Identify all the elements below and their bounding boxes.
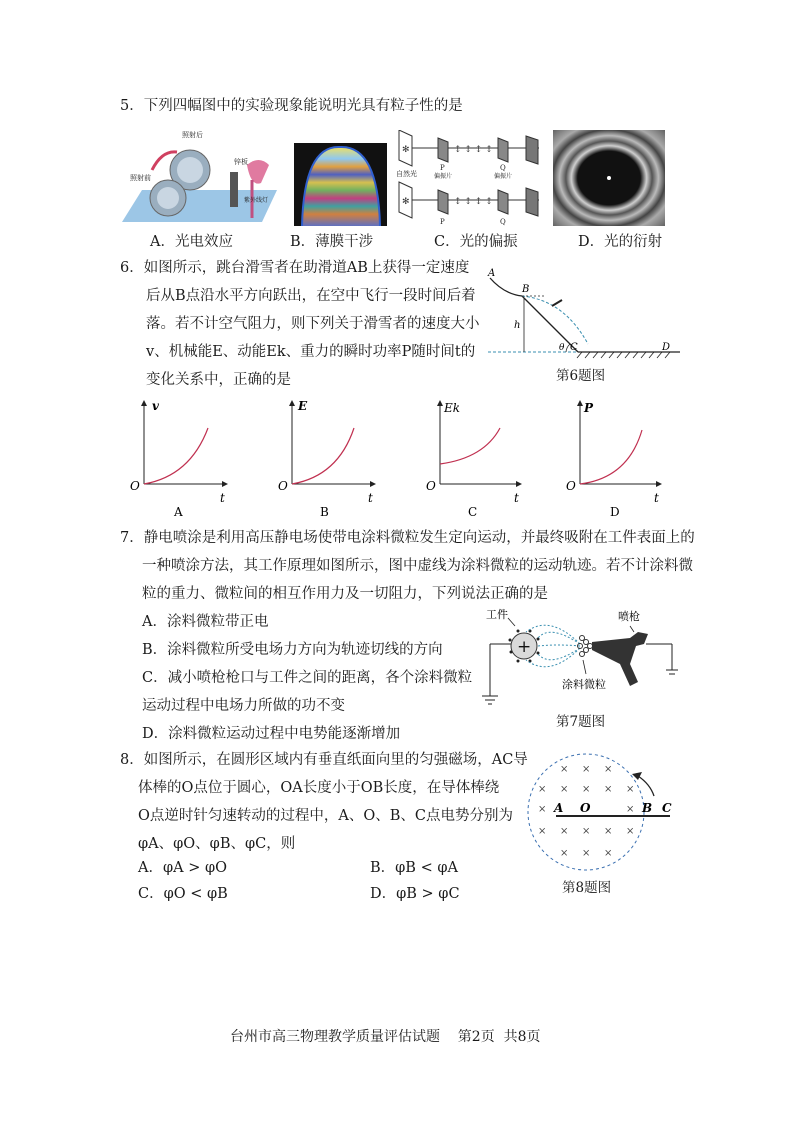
q7-option-c-cont: 运动过程中电场力所做的功不变: [142, 698, 345, 714]
graph-a-label: A: [174, 505, 183, 519]
graph-d-label: D: [610, 505, 620, 519]
q7-line-2: 一种喷涂方法，其工作原理如图所示，图中虚线为涂料微粒的运动轨迹。若不计涂料微: [142, 558, 693, 574]
q5-stem: 5．下列四幅图中的实验现象能说明光具有粒子性的是: [120, 98, 463, 114]
graph-b-origin: O: [278, 479, 288, 493]
graph-d-ylabel: P: [584, 401, 594, 415]
q7-option-a: A．涂料微粒带正电: [142, 614, 269, 630]
field-x: ×: [604, 848, 613, 859]
q6-line-1: 6．如图所示，跳台滑雪者在助滑道AB上获得一定速度: [120, 260, 470, 276]
label-gun: 喷枪: [618, 610, 640, 623]
svg-text:✻: ✻: [402, 197, 410, 207]
field-x: ×: [582, 784, 591, 795]
q6-line-5: 变化关系中，正确的是: [146, 372, 291, 388]
q8-line-2: 体棒的O点位于圆心，OA长度小于OB长度，在导体棒绕: [138, 780, 500, 796]
graph-c-label: C: [468, 505, 478, 519]
label-p: P: [440, 164, 445, 172]
label-zinc: 锌板: [234, 158, 248, 166]
graph-b: [278, 399, 376, 519]
q5-option-b: B．薄膜干涉: [290, 234, 374, 250]
graph-a-origin: O: [130, 479, 140, 493]
q6-graphs: [120, 398, 680, 523]
fig8-label-b: B: [642, 801, 653, 815]
field-x: ×: [538, 826, 547, 837]
label-uv: 紫外线灯: [244, 197, 269, 204]
field-x: ×: [538, 784, 547, 795]
graph-c-xlabel: t: [514, 491, 519, 505]
graph-a-ylabel: v: [152, 399, 159, 413]
field-x: ×: [560, 764, 569, 775]
label-natural: 自然光: [396, 170, 417, 178]
q8-line-3: O点逆时针匀速转动的过程中，A、O、B、C点电势分别为: [138, 808, 513, 824]
q7-option-b: B．涂料微粒所受电场力方向为轨迹切线的方向: [142, 642, 443, 658]
fig6-label-theta: θ: [559, 343, 565, 353]
q5-option-d: D．光的衍射: [578, 234, 663, 250]
fig6-label-b: B: [522, 284, 530, 295]
field-x: ×: [604, 784, 613, 795]
q7-line-3: 粒的重力、微粒间的相互作用力及一切阻力，下列说法正确的是: [142, 586, 548, 602]
label-q: Q: [500, 164, 506, 172]
graph-d-origin: O: [566, 479, 576, 493]
field-x: ×: [604, 764, 613, 775]
photoelectric-figure: [122, 130, 277, 230]
field-x: ×: [538, 804, 547, 815]
q8-option-a: A．φA > φO: [138, 860, 228, 876]
graph-b-xlabel: t: [368, 491, 373, 505]
q6-line-3: 落。若不计空气阻力，则下列关于滑雪者的速度大小: [146, 316, 480, 332]
graph-a-xlabel: t: [220, 491, 225, 505]
field-x: ×: [560, 826, 569, 837]
fig8-label-c: C: [662, 801, 672, 815]
q8-figure: [516, 750, 676, 874]
field-x: ×: [626, 784, 635, 795]
fig6-label-a: A: [488, 268, 496, 279]
q7-figure: [480, 604, 680, 710]
q8-option-d: D．φB > φC: [370, 886, 460, 902]
label-before: 照射前: [130, 174, 151, 182]
label-p-name: 偏振片: [434, 173, 453, 180]
field-x: ×: [626, 804, 635, 815]
q5-option-c: C．光的偏振: [434, 234, 518, 250]
diffraction-figure: [553, 130, 665, 226]
svg-text:↕ ↕ ↕ ↕: ↕ ↕ ↕ ↕: [454, 197, 493, 207]
q6-fig-caption: 第6题图: [556, 368, 606, 384]
q7-option-d: D．涂料微粒运动过程中电势能逐渐增加: [142, 726, 401, 742]
label-workpiece: 工件: [486, 608, 508, 621]
graph-d: [566, 400, 662, 519]
q8-line-4: φA、φO、φB、φC，则: [138, 836, 296, 852]
label-q2: Q: [500, 218, 506, 226]
svg-text:✻: ✻: [402, 145, 410, 155]
field-x: ×: [582, 764, 591, 775]
q8-line-1: 8．如图所示，在圆形区域内有垂直纸面向里的匀强磁场，AC导: [120, 752, 528, 768]
field-x: ×: [604, 826, 613, 837]
field-x: ×: [582, 848, 591, 859]
q5-option-a: A．光电效应: [150, 234, 233, 250]
label-particles: 涂料微粒: [562, 678, 606, 691]
field-x: ×: [626, 826, 635, 837]
graph-d-xlabel: t: [654, 491, 659, 505]
label-after: 照射后: [182, 131, 203, 139]
page-footer: 台州市高三物理教学质量评估试题 第2页 共8页: [230, 1029, 541, 1045]
graph-c-origin: O: [426, 479, 436, 493]
workpiece-plus: +: [517, 637, 532, 657]
q7-option-c: C．减小喷枪枪口与工件之间的距离，各个涂料微粒: [142, 670, 473, 686]
graph-a: [130, 399, 228, 519]
q7-fig-caption: 第7题图: [556, 714, 606, 730]
label-q-name: 偏振片: [494, 173, 513, 180]
graph-b-label: B: [320, 505, 329, 519]
q8-fig-caption: 第8题图: [562, 880, 612, 896]
label-p2: P: [440, 218, 445, 226]
q8-option-b: B．φB < φA: [370, 860, 458, 876]
fig8-label-a: A: [554, 801, 564, 815]
q8-option-c: C．φO < φB: [138, 886, 228, 902]
fig6-label-h: h: [514, 320, 521, 331]
thin-film-figure: [294, 143, 387, 226]
graph-b-ylabel: E: [298, 399, 308, 413]
svg-text:↕ ↕ ↕ ↕: ↕ ↕ ↕ ↕: [454, 145, 493, 155]
q7-line-1: 7．静电喷涂是利用高压静电场使带电涂料微粒发生定向运动，并最终吸附在工件表面上的: [120, 530, 695, 546]
polarization-figure: [394, 130, 544, 230]
field-x: ×: [560, 848, 569, 859]
q6-line-4: v、机械能E、动能Ek、重力的瞬时功率P随时间t的: [146, 344, 476, 360]
fig6-label-c: C: [570, 342, 578, 353]
field-x: ×: [560, 784, 569, 795]
graph-c: [426, 400, 522, 519]
field-x: ×: [582, 826, 591, 837]
fig6-label-d: D: [662, 342, 671, 353]
q6-figure: [484, 264, 684, 364]
q6-line-2: 后从B点沿水平方向跃出，在空中飞行一段时间后着: [146, 288, 476, 304]
graph-c-ylabel: Ek: [444, 401, 461, 415]
fig8-label-o: O: [580, 801, 591, 815]
